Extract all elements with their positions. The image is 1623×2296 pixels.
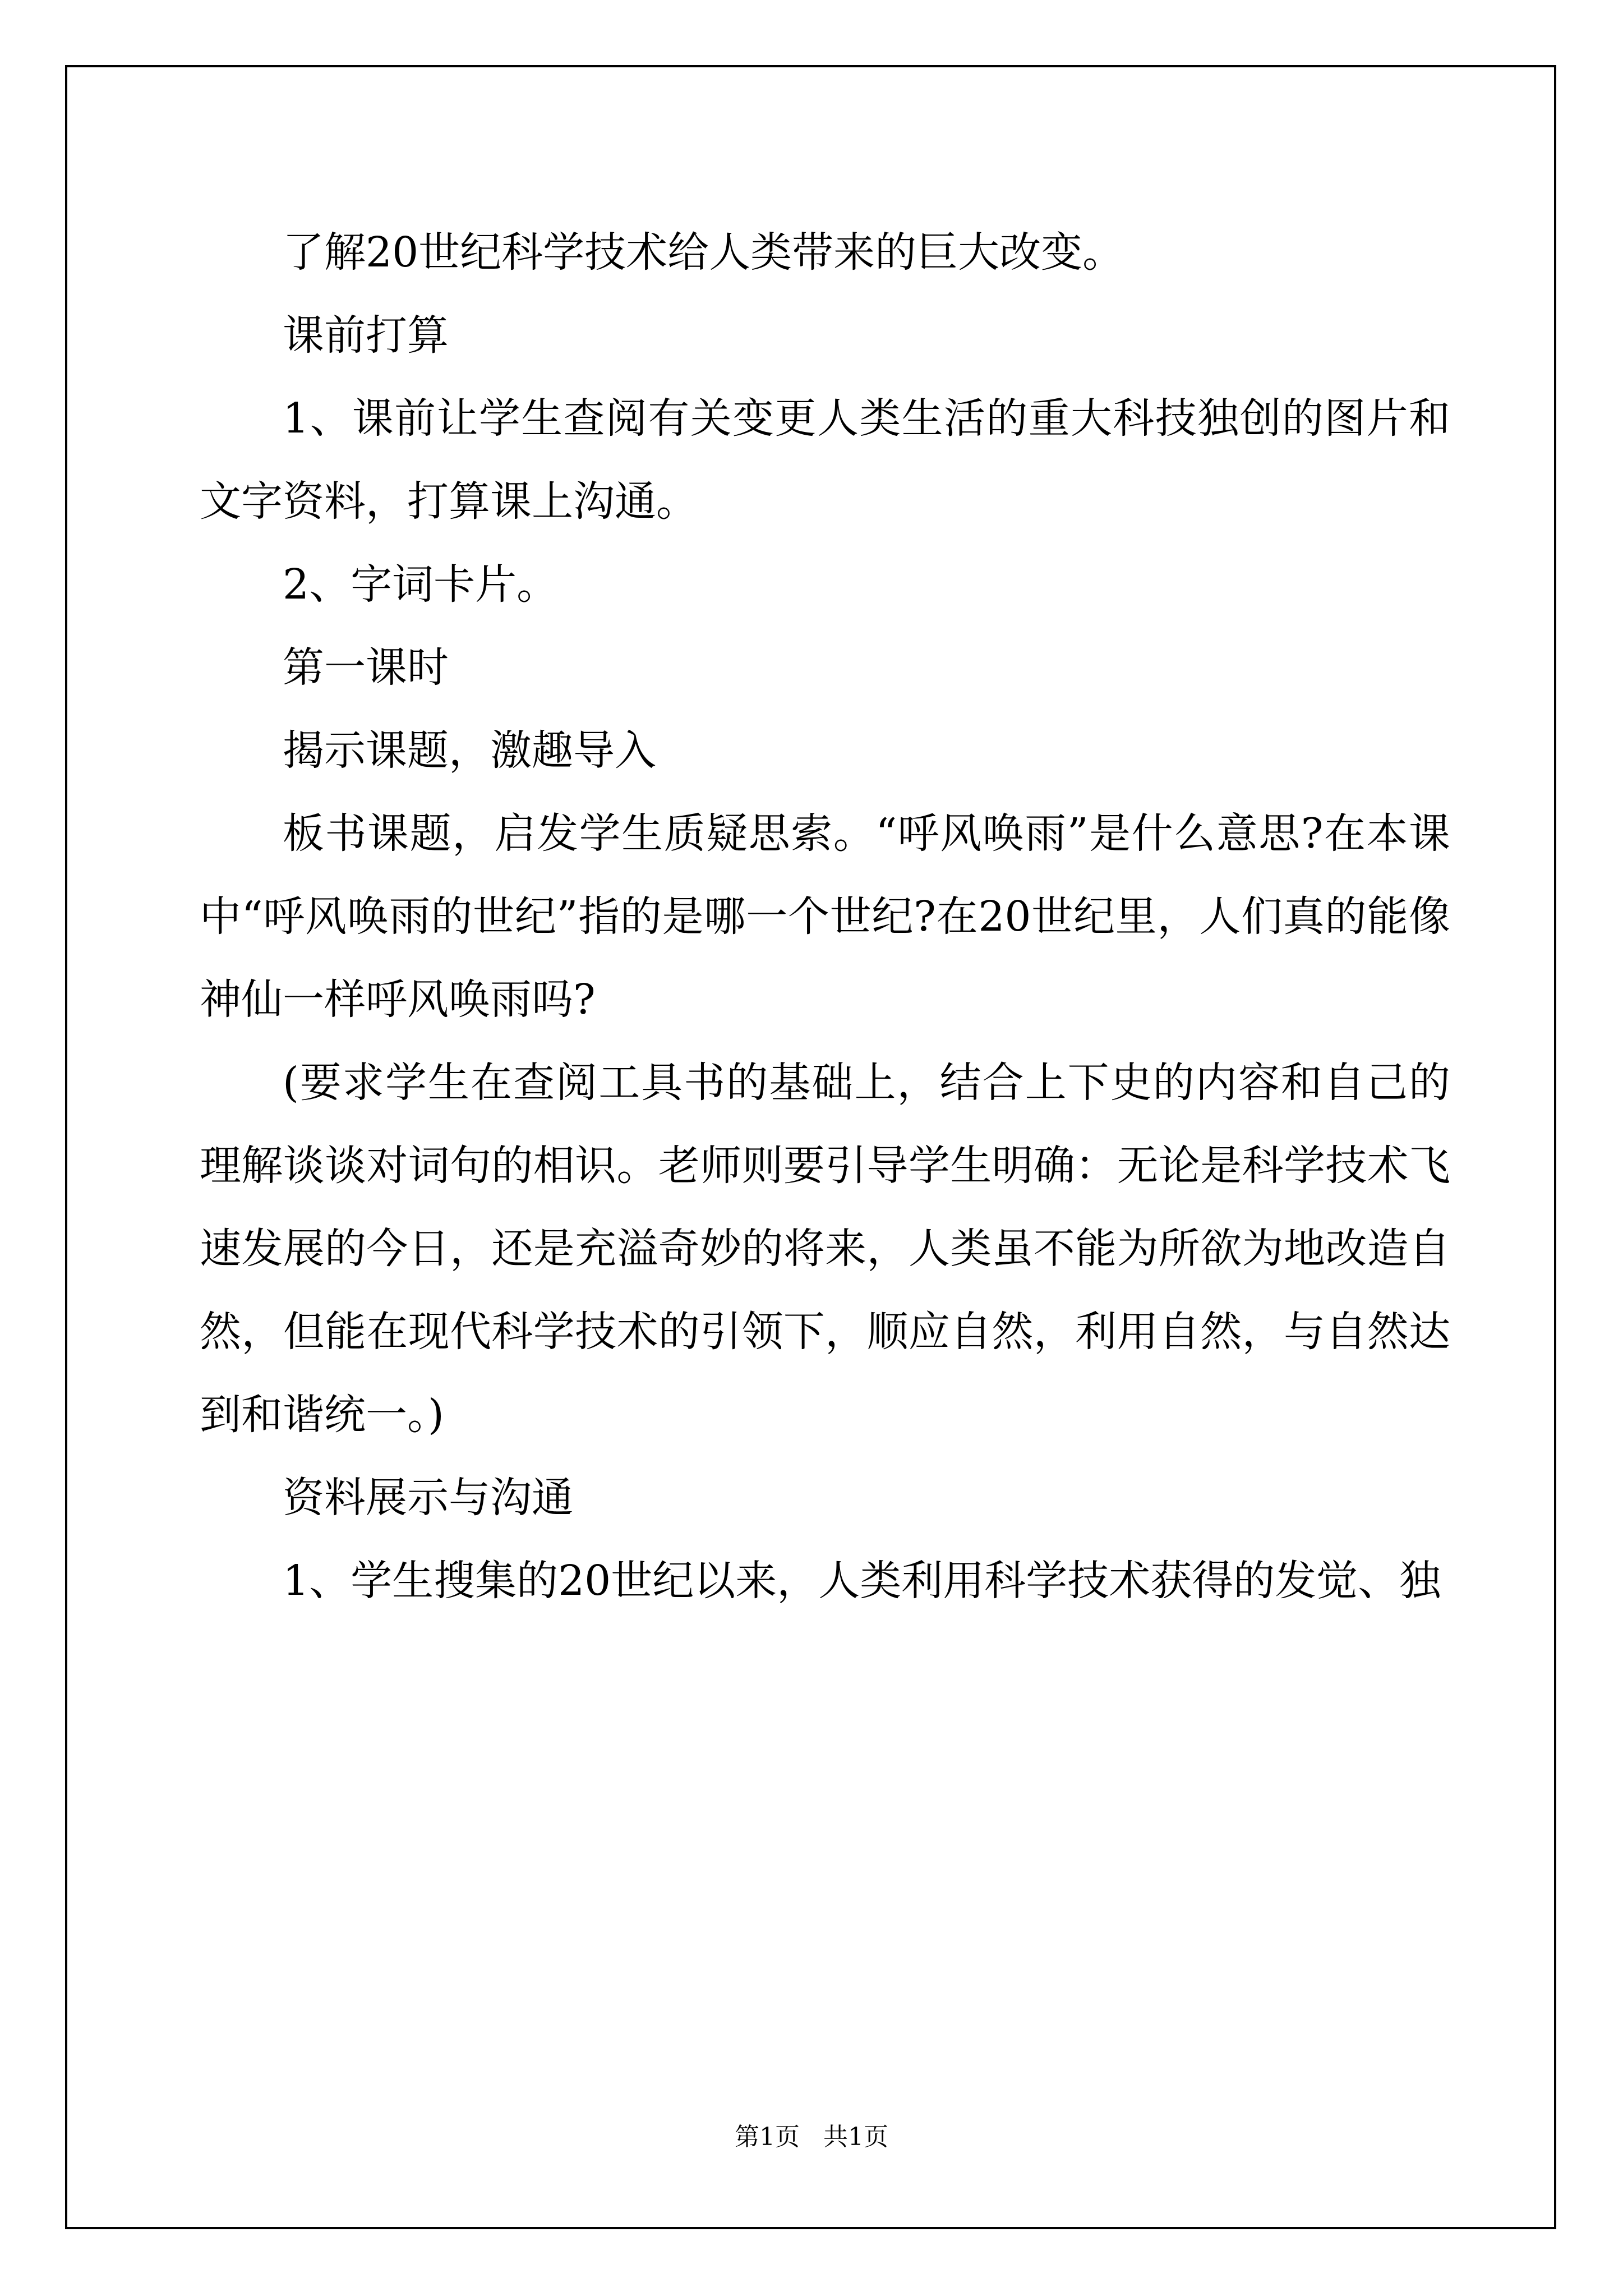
paragraph: 2、字词卡片。 (283, 560, 559, 609)
document-body (200, 211, 1450, 1622)
page-total: 共1页 (823, 2123, 888, 2151)
section-heading: 第一课时 (283, 643, 449, 692)
paragraph: (要求学生在查阅工具书的基础上，结合上下史的内容和自己的理解谈谈对词句的相识。老师则要引导学生明确：无论是科学技术飞速发展的今日，还是充溢奇妙的将来，人类虽不能为所欲为地改造自然，但能在现代科学技术的引领下，顺应自然，利用自然，与自然达到和谐统一。) (200, 1059, 1450, 1439)
section-heading: 课前打算 (283, 311, 449, 360)
paragraph: 1、课前让学生查阅有关变更人类生活的重大科技独创的图片和文字资料，打算课上沟通。 (200, 394, 1450, 526)
paragraph: 了解20世纪科学技术给人类带来的巨大改变。 (283, 228, 1124, 277)
paragraph: 板书课题，启发学生质疑思索。“呼风唤雨”是什么意思?在本课中“呼风唤雨的世纪”指的是哪一个世纪?在20世纪里，人们真的能像神仙一样呼风唤雨吗? (200, 809, 1450, 1024)
page-footer (0, 2120, 1623, 2154)
paragraph: 1、学生搜集的20世纪以来，人类利用科学技术获得的发觉、独 (283, 1557, 1441, 1605)
section-heading: 资料展示与沟通 (283, 1474, 573, 1522)
section-heading: 揭示课题，激趣导入 (283, 726, 656, 775)
page-number: 第1页 (735, 2123, 800, 2151)
